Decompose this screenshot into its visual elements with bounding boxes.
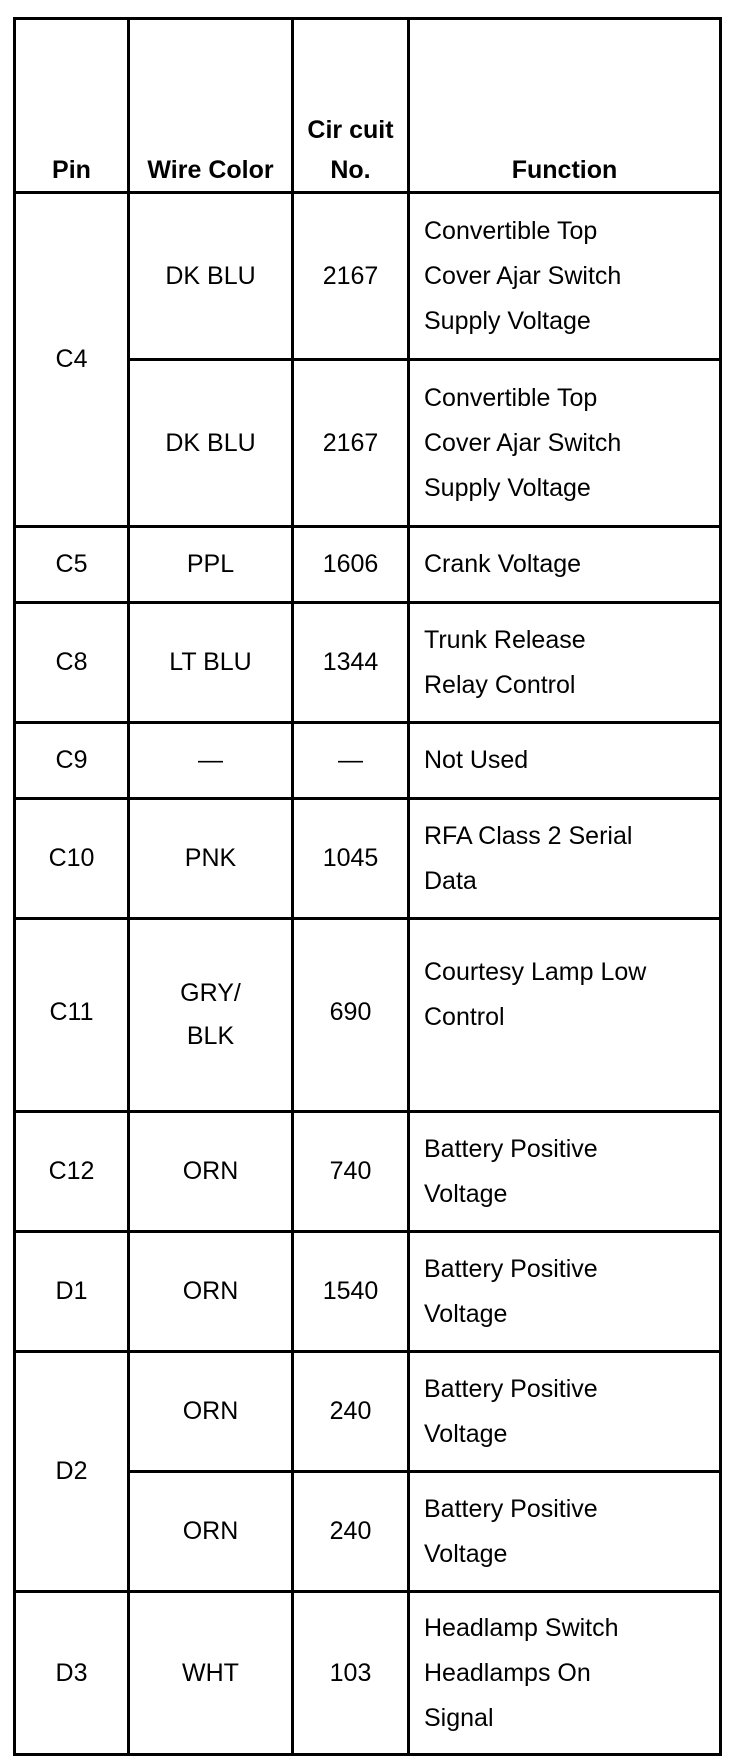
pin-cell: D2 (15, 1352, 129, 1592)
table-row (15, 1112, 721, 1232)
circuit-cell: 240 (293, 1352, 409, 1472)
wire-color-cell: PPL (129, 527, 293, 603)
pin-cell: C4 (15, 193, 129, 527)
wire-color-cell: ORN (129, 1352, 293, 1472)
function-cell: Trunk Release Relay Control (409, 603, 721, 723)
function-cell: Courtesy Lamp Low Control (409, 919, 721, 1112)
table-row (15, 919, 721, 1112)
table-row (15, 1352, 721, 1472)
table-row (15, 193, 721, 360)
wire-color-cell: LT BLU (129, 603, 293, 723)
circuit-cell: 1606 (293, 527, 409, 603)
function-cell: Battery Positive Voltage (409, 1112, 721, 1232)
table-row (15, 603, 721, 723)
circuit-cell: 740 (293, 1112, 409, 1232)
table-row (15, 527, 721, 603)
function-cell: Not Used (409, 723, 721, 799)
circuit-cell: 1045 (293, 799, 409, 919)
wire-color-cell: ORN (129, 1472, 293, 1592)
header-circuit-no: Cir cuit No. (293, 19, 409, 193)
table-row (15, 799, 721, 919)
pin-cell: C12 (15, 1112, 129, 1232)
circuit-cell: 2167 (293, 360, 409, 527)
circuit-cell: 690 (293, 919, 409, 1112)
wire-color-cell: DK BLU (129, 360, 293, 527)
connector-pinout-table (13, 17, 722, 1756)
table-row (15, 723, 721, 799)
wire-color-cell: PNK (129, 799, 293, 919)
circuit-cell: 103 (293, 1592, 409, 1755)
function-cell: Headlamp Switch Headlamps On Signal (409, 1592, 721, 1755)
pin-cell: D1 (15, 1232, 129, 1352)
pin-cell: D3 (15, 1592, 129, 1755)
wire-color-cell: WHT (129, 1592, 293, 1755)
header-wire-color: Wire Color (129, 19, 293, 193)
circuit-cell: 1540 (293, 1232, 409, 1352)
table-row (15, 1592, 721, 1755)
circuit-cell: 2167 (293, 193, 409, 360)
function-cell: Convertible Top Cover Ajar Switch Supply Voltage (409, 360, 721, 527)
header-row (15, 19, 721, 193)
pin-cell: C11 (15, 919, 129, 1112)
function-cell: Battery Positive Voltage (409, 1232, 721, 1352)
pin-cell: C5 (15, 527, 129, 603)
wire-color-cell: DK BLU (129, 193, 293, 360)
wire-color-cell: ORN (129, 1232, 293, 1352)
function-cell: RFA Class 2 Serial Data (409, 799, 721, 919)
circuit-cell: 240 (293, 1472, 409, 1592)
function-cell: Battery Positive Voltage (409, 1352, 721, 1472)
pin-cell: C8 (15, 603, 129, 723)
circuit-cell: 1344 (293, 603, 409, 723)
function-cell: Crank Voltage (409, 527, 721, 603)
table-row (15, 1232, 721, 1352)
circuit-cell: — (293, 723, 409, 799)
pin-cell: C10 (15, 799, 129, 919)
function-cell: Battery Positive Voltage (409, 1472, 721, 1592)
pin-cell: C9 (15, 723, 129, 799)
header-function: Function (409, 19, 721, 193)
wire-color-cell: ORN (129, 1112, 293, 1232)
wire-color-cell: — (129, 723, 293, 799)
function-cell: Convertible Top Cover Ajar Switch Supply Voltage (409, 193, 721, 360)
wire-color-cell: GRY/BLK (129, 919, 293, 1112)
header-pin: Pin (15, 19, 129, 193)
